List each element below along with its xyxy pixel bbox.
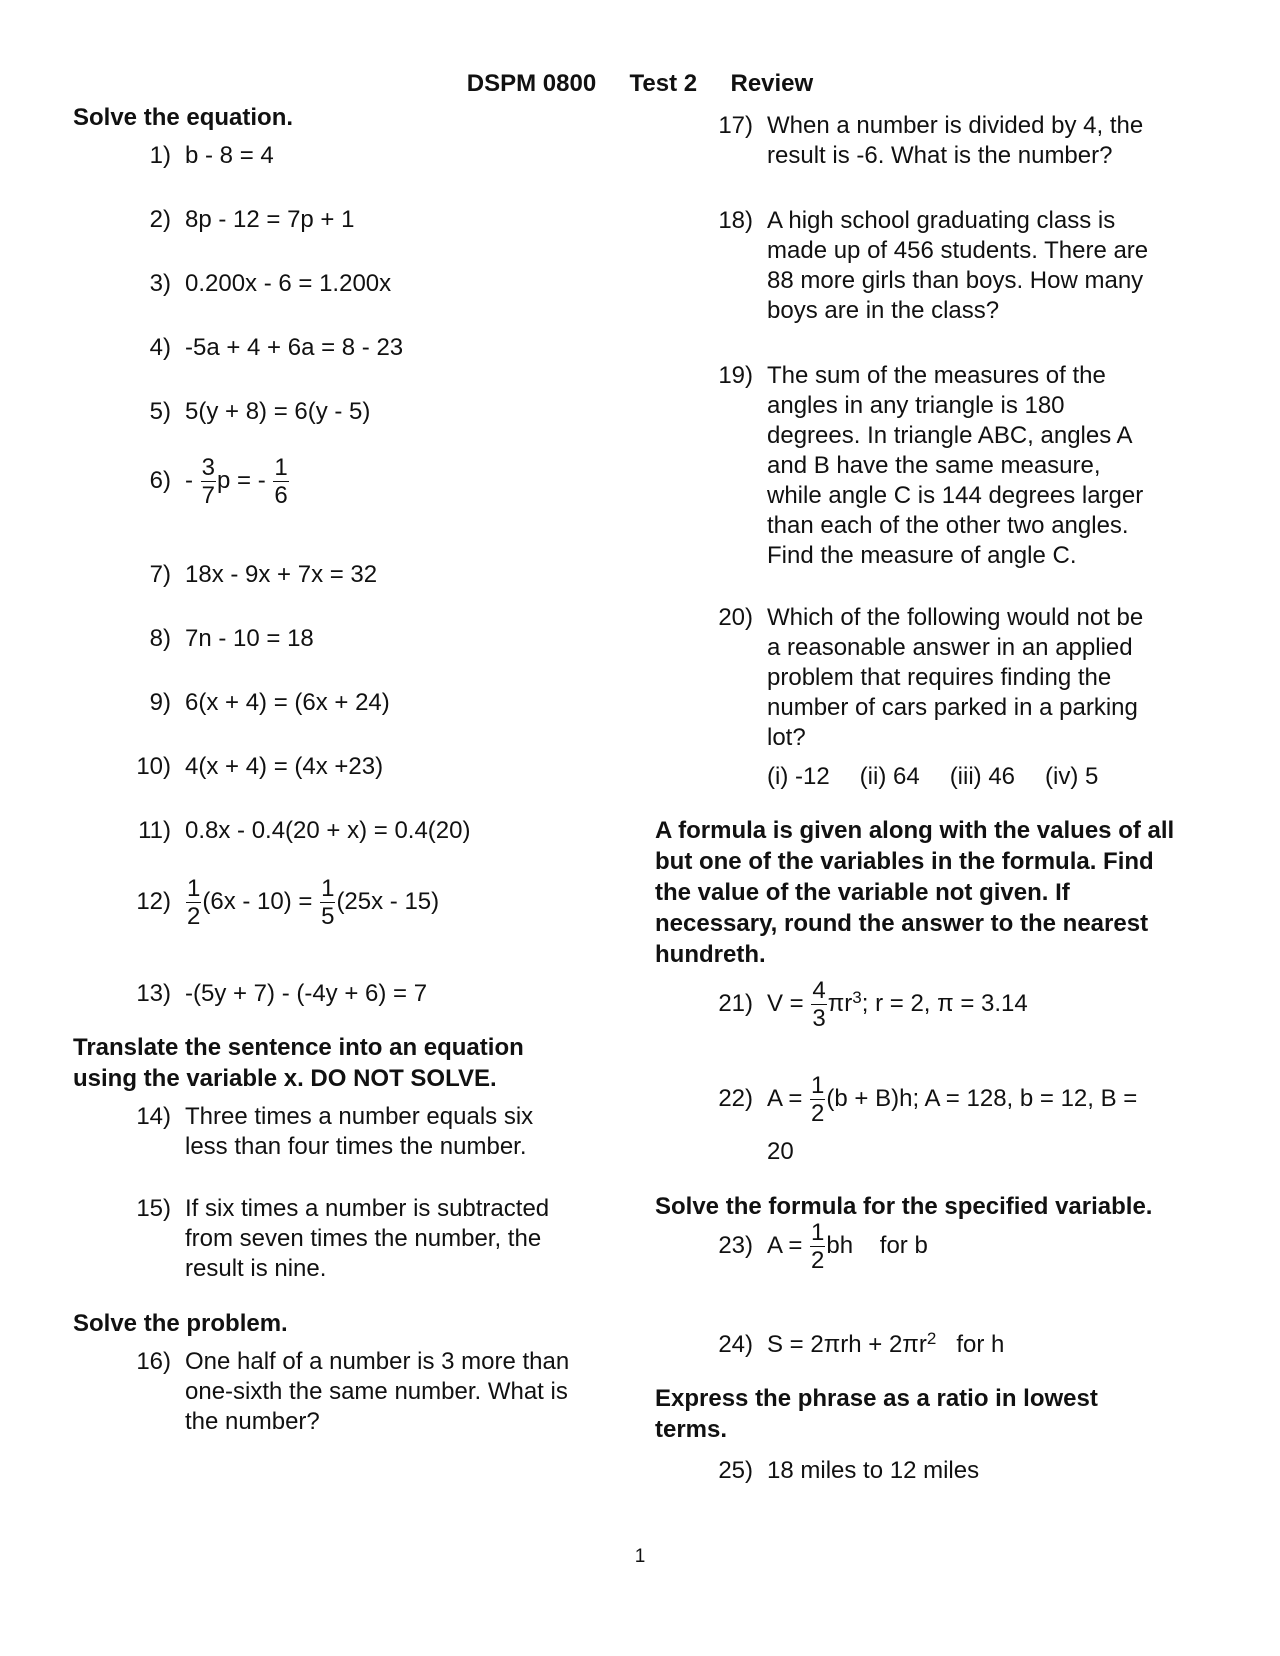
question-number: 7) (149, 561, 171, 588)
question-number: 13) (136, 980, 171, 1007)
fraction: $\frac{3}{7}$ (201, 453, 216, 509)
question-number: 2) (149, 206, 171, 233)
question-expression: V = $\frac{4}{3}$ $\pi r^3$; r = 2, π = 3.14 (767, 976, 1028, 1032)
question-number: 20) (718, 604, 753, 631)
question-number: 17) (718, 112, 753, 139)
question-number: 4) (149, 334, 171, 361)
question-8 (149, 624, 314, 654)
question-number: 5) (149, 398, 171, 425)
fraction: $\frac{1}{6}$ (274, 453, 288, 509)
option-ii: (ii) 64 (859, 763, 920, 790)
question-number: 14) (136, 1103, 171, 1130)
title-test: Test 2 (629, 70, 698, 97)
question-number: 25) (718, 1457, 753, 1484)
question-expression: - $\frac{3}{7}$ p = - $\frac{1}{6}$ (185, 453, 288, 509)
question-9 (149, 688, 390, 718)
question-number: 24) (718, 1331, 753, 1358)
fraction: $\frac{4}{3}$ (812, 976, 826, 1032)
question-21 (718, 976, 1028, 1032)
question-text: 18 miles to 12 miles (767, 1457, 980, 1484)
question-text: -(5y + 7) - (-4y + 6) = 7 (185, 980, 428, 1007)
question-number: 21) (718, 990, 753, 1017)
fraction: $\frac{1}{2}$ (811, 1218, 825, 1274)
question-2 (149, 205, 355, 235)
question-expression: $S = 2\pi rh + 2\pi r^2$ for h (767, 1329, 1005, 1358)
question-number: 23) (718, 1232, 753, 1259)
question-number: 1) (149, 142, 171, 169)
question-number: 6) (149, 467, 171, 494)
page-title (0, 70, 1280, 98)
question-number: 16) (136, 1348, 171, 1375)
section-heading-solve-problem: Solve the problem. (73, 1310, 288, 1337)
question-1 (149, 141, 274, 171)
question-number: 22) (718, 1085, 753, 1112)
question-18: 18) A high school graduating class is made up of 456 students. There are 88 more girls than boys. How many boys are in the class? (718, 207, 1149, 324)
question-24 (718, 1329, 1005, 1360)
question-text: 0.8x - 0.4(20 + x) = 0.4(20) (185, 817, 471, 844)
section-heading-translate: Translate the sentence into an equation using the variable x. DO NOT SOLVE. (73, 1034, 524, 1092)
question-number: 8) (149, 625, 171, 652)
question-text: -5a + 4 + 6a = 8 - 23 (185, 334, 404, 361)
question-11 (138, 816, 471, 846)
question-15: 15) If six times a number is subtracted from seven times the number, the result is nine. (136, 1195, 550, 1282)
question-number: 9) (149, 689, 171, 716)
question-19: 19) The sum of the measures of the angles in any triangle is 180 degrees. In triangle ABC, angles A and B have the same measure, while angle C is 144 degrees larger than each of the other two angles. Find the measure of angle C. (718, 362, 1144, 569)
option-iv: (iv) 5 (1045, 763, 1099, 790)
question-number: 12) (136, 888, 171, 915)
question-number: 10) (136, 753, 171, 780)
question-number: 3) (149, 270, 171, 297)
section-heading-formula: A formula is given along with the values of all but one of the variables in the formula. Find the value of the variable not given. If necessary, round the answer to the nearest hundreth. (655, 817, 1175, 968)
question-6 (149, 453, 290, 509)
question-14: 14) Three times a number equals six less than four times the number. (136, 1103, 534, 1160)
fraction: $\frac{1}{2}$ (811, 1071, 825, 1127)
question-number: 15) (136, 1195, 171, 1222)
question-number: 11) (138, 817, 171, 844)
question-number: 18) (718, 207, 753, 234)
question-22: 22) A = $\frac{1}{2}$ (b + B)h; A = 128, b = 12, B = 20 (718, 1071, 1138, 1165)
answer-options (767, 762, 1143, 792)
question-text: 8p - 12 = 7p + 1 (185, 206, 355, 233)
question-13 (136, 979, 428, 1009)
question-12 (136, 874, 440, 930)
option-iii: (iii) 46 (949, 763, 1016, 790)
page-number: 1 (634, 1546, 646, 1567)
question-text: 4(x + 4) = (4x +23) (185, 753, 384, 780)
question-text: 6(x + 4) = (6x + 24) (185, 689, 390, 716)
section-heading-solve-formula: Solve the formula for the specified variable. (655, 1193, 1153, 1220)
question-text: 18x - 9x + 7x = 32 (185, 561, 378, 588)
question-text: b - 8 = 4 (185, 142, 274, 169)
question-text: 0.200x - 6 = 1.200x (185, 270, 392, 297)
question-expression: A = $\frac{1}{2}$ (b + B)h; A = 128, b = 12, B = (767, 1071, 1138, 1127)
question-7 (149, 560, 378, 590)
fraction: $\frac{1}{2}$ (187, 874, 201, 930)
question-10 (136, 752, 384, 782)
fraction: $\frac{1}{5}$ (321, 874, 335, 930)
title-course: DSPM 0800 (466, 70, 597, 97)
option-i: (i) -12 (767, 763, 830, 790)
section-heading-solve-equation: Solve the equation. (73, 104, 294, 131)
question-text: 5(y + 8) = 6(y - 5) (185, 398, 371, 425)
question-3 (149, 269, 392, 299)
question-expression: A = $\frac{1}{2}$ bh for b (767, 1218, 928, 1274)
question-text: 7n - 10 = 18 (185, 625, 314, 652)
question-5 (149, 397, 371, 427)
question-expression: $\frac{1}{2}$ (6x - 10) = $\frac{1}{5}$ (25x - 15) (187, 874, 440, 930)
question-16: 16) One half of a number is 3 more than one-sixth the same number. What is the number? (136, 1348, 570, 1435)
question-4 (149, 333, 404, 363)
question-20: 20) Which of the following would not be a reasonable answer in an applied problem that requires finding the number of cars parked in a parking lot? (i) -12 (ii) 64 (iii) 46 (iv) 5 (718, 604, 1144, 790)
question-number: 19) (718, 362, 753, 389)
question-23 (718, 1218, 928, 1274)
section-heading-ratio: Express the phrase as a ratio in lowest terms. (655, 1385, 1098, 1443)
question-17: 17) When a number is divided by 4, the result is -6. What is the number? (718, 112, 1144, 169)
question-25 (718, 1456, 980, 1486)
title-review: Review (730, 70, 814, 97)
